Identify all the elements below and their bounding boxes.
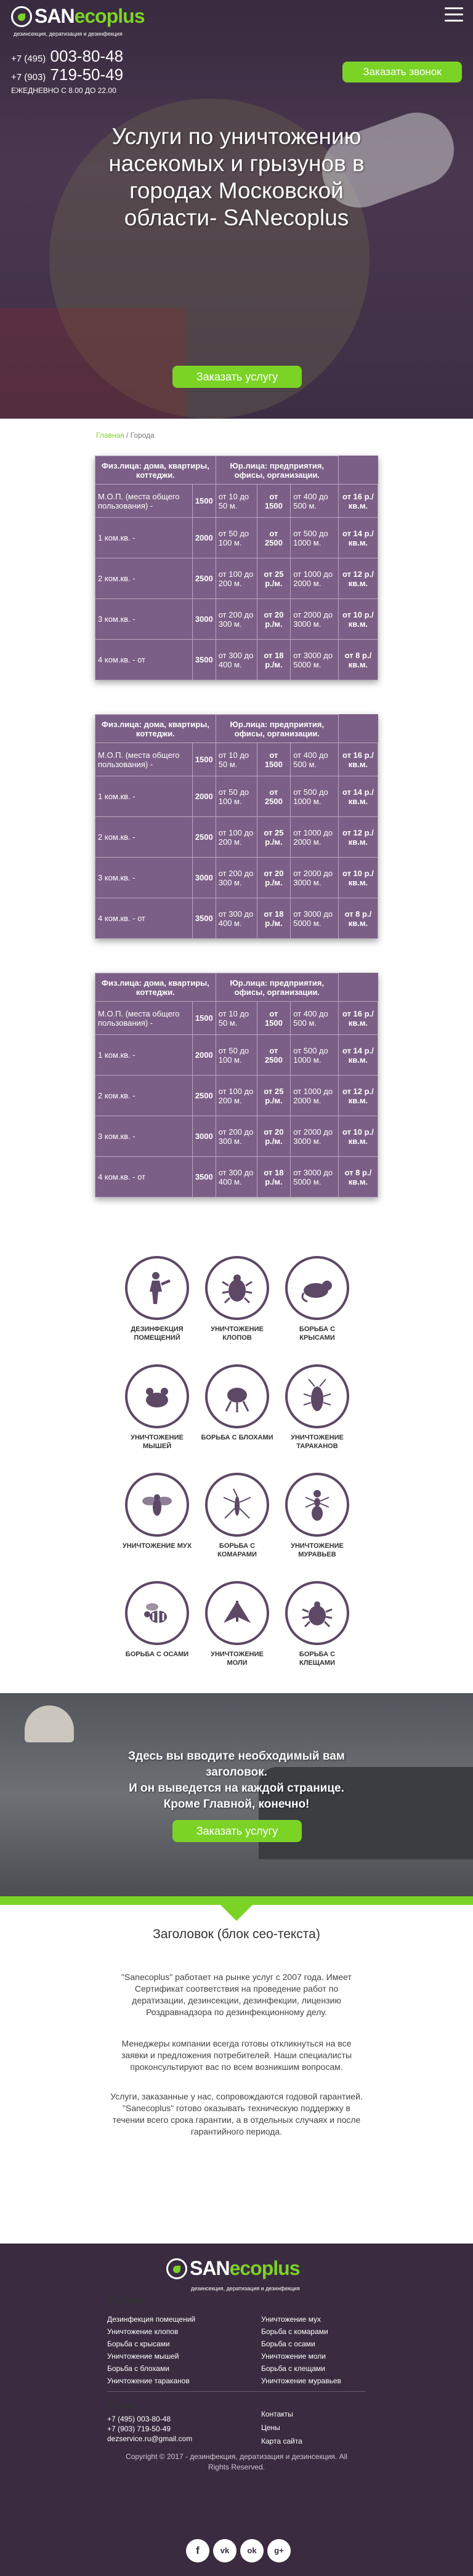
order-service-button[interactable]: Заказать услугу [172,366,302,388]
footer-link[interactable]: Борьба с комарами [261,2327,328,2336]
section-divider [0,1896,473,1905]
table-row: 1 ком.кв. - 2000 от 50 до 100 м. от 2500 от 500 до 1000 м. от 14 р./кв.м. [95,1035,378,1076]
promo-banner [0,1693,473,1896]
service-ticks[interactable]: БОРЬБА С КЛЕЩАМИ [277,1581,357,1689]
table-row: 3 ком.кв. - 3000 от 200 до 300 м. от 20 р./м. от 2000 до 3000 м. от 10 р./кв.м. [95,858,378,898]
ant-icon [299,1486,336,1523]
footer-logo[interactable]: SANecoplus [166,2257,299,2280]
service-mosquitoes[interactable]: БОРЬБА С КОМАРАМИ [197,1473,277,1581]
table-row: М.О.П. (места общего пользования) - 1500 от 10 до 50 м. от 1500 от 400 до 500 м. от 16 р./кв.м. [95,1002,378,1035]
rat-icon [299,1270,336,1306]
promo-order-button[interactable]: Заказать услугу [172,1820,302,1842]
footer-link-contacts[interactable]: Контакты [261,2410,293,2418]
promo-heading: Здесь вы вводите необходимый вам заголовок. И он выведется на каждой странице. Кроме Главной, конечно! [128,1750,345,1811]
service-ants[interactable]: УНИЧТОЖЕНИЕ МУРАВЬЕВ [277,1473,357,1581]
footer-link[interactable]: Уничтожение клопов [107,2327,179,2336]
seo-title: Заголовок (блок сео-текста) [153,1927,320,1941]
table-row: 4 ком.кв. - от 3500 от 300 до 400 м. от 18 р./м. от 3000 до 5000 м. от 8 р./кв.м. [95,640,378,680]
table-head-individuals: Физ.лица: дома, квартиры, коттеджи. [95,715,216,743]
breadcrumb: Главная / Города [96,431,155,440]
menu-burger-icon[interactable] [445,7,463,23]
table-row: 2 ком.кв. - 2500 от 100 до 200 м. от 25 р./м. от 1000 до 2000 м. от 12 р./кв.м. [95,558,378,599]
table-row: М.О.П. (места общего пользования) - 1500 от 10 до 50 м. от 1500 от 400 до 500 м. от 16 р./кв.м. [95,743,378,776]
footer-link[interactable]: Дезинфекция помещений [107,2315,196,2324]
footer-link-sitemap[interactable]: Карта сайта [261,2437,302,2445]
services-grid [117,1256,357,1689]
footer-link[interactable]: Уничтожение муравьев [261,2377,341,2385]
footer-link[interactable]: Уничтожение моли [261,2352,326,2361]
table-row: 1 ком.кв. - 2000 от 50 до 100 м. от 2500 от 500 до 1000 м. от 14 р./кв.м. [95,518,378,558]
table-head-companies: Юр.лица: предприятия, офисы, организации. [216,456,338,485]
moth-icon [219,1595,256,1632]
hero-photo-furniture [0,308,185,419]
breadcrumb-home-link[interactable]: Главная [96,431,124,440]
bedbug-icon [219,1270,256,1306]
promo-photo-lamp [25,1705,74,1742]
phone-1[interactable]: +7 (495) 003-80-48 [11,47,124,65]
cockroach-icon [299,1378,336,1415]
service-cockroaches[interactable]: УНИЧТОЖЕНИЕ ТАРАКАНОВ [277,1364,357,1473]
table-row: 4 ком.кв. - от 3500 от 300 до 400 м. от 18 р./м. от 3000 до 5000 м. от 8 р./кв.м. [95,898,378,939]
logo[interactable] [11,5,144,28]
table-head-individuals: Физ.лица: дома, квартиры, коттеджи. [95,456,216,485]
hero-title: Услуги по уничтожению насекомых и грызунов в городах Московской области- SANecoplus [108,124,365,230]
service-wasps[interactable]: БОРЬБА С ОСАМИ [117,1581,197,1689]
seo-paragraph: Менеджеры компании всегда готовы откликнуться на все заявки и предложения потребителей. Наши специалисты проконсультируют вас по всем возникшим вопросам. [121,2039,352,2072]
hero-section [0,0,473,419]
footer-link[interactable]: Борьба с крысами [107,2340,170,2348]
service-bedbugs[interactable]: УНИЧТОЖЕНИЕ КЛОПОВ [197,1256,277,1364]
table-head-individuals: Физ.лица: дома, квартиры, коттеджи. [95,973,216,1002]
fly-icon [139,1486,176,1523]
footer-phone-1[interactable]: +7 (495) 003-80-48 [107,2415,171,2423]
table-row: 3 ком.кв. - 3000 от 200 до 300 м. от 20 р./м. от 2000 до 3000 м. от 10 р./кв.м. [95,599,378,640]
footer-services-title: Услуги [107,2294,144,2306]
footer-link[interactable]: Борьба с блохами [107,2364,169,2373]
service-flies[interactable]: УНИЧТОЖЕНИЕ МУХ [117,1473,197,1581]
flea-icon [219,1378,256,1415]
callback-button[interactable]: Заказать звонок [342,62,462,83]
service-disinfection[interactable]: ДЕЗИНФЕКЦИЯ ПОМЕЩЕНИЙ [117,1256,197,1364]
mouse-icon [139,1378,176,1415]
odnoklassniki-icon[interactable]: ok [240,2539,264,2562]
footer-link[interactable]: Уничтожение мух [261,2315,321,2324]
footer-link[interactable]: Борьба с клещами [261,2364,325,2373]
seo-paragraph: "Sanecoplus" работает на рынке услуг с 2007 года. Имеет Сертификат соответствия на проведение работ по дератизации, дезинсекции, дезинфекции, лицензию Роздравнадзора по дезинфекционному делу. [121,1972,352,2017]
service-fleas[interactable]: БОРЬБА С БЛОХАМИ [197,1364,277,1473]
price-table [95,456,378,680]
breadcrumb-current: Города [130,431,155,440]
table-row: 4 ком.кв. - от 3500 от 300 до 400 м. от 18 р./м. от 3000 до 5000 м. от 8 р./кв.м. [95,1157,378,1197]
table-row: 1 ком.кв. - 2000 от 50 до 100 м. от 2500 от 500 до 1000 м. от 14 р./кв.м. [95,776,378,817]
footer-divider [107,2391,366,2392]
footer-link[interactable]: Уничтожение тараканов [107,2377,190,2385]
service-moths[interactable]: УНИЧТОЖЕНИЕ МОЛИ [197,1581,277,1689]
seo-paragraph: Услуги, заказанные у нас, сопровождаются годовой гарантией. "Sanecoplus" готово оказывать техническую поддержку в течении всего срока гарантии, а в отдельных случаях и после гарантийного периода. [110,2091,363,2136]
price-table [95,973,378,1197]
table-row: 2 ком.кв. - 2500 от 100 до 200 м. от 25 р./м. от 1000 до 2000 м. от 12 р./кв.м. [95,1076,378,1116]
working-hours: ЕЖЕДНЕВНО С 8.00 ДО 22.00 [11,86,116,95]
footer-email[interactable]: dezservice.ru@gmail.com [107,2434,193,2443]
tick-icon [299,1595,336,1632]
footer-link-prices[interactable]: Цены [261,2423,280,2432]
google-plus-icon[interactable]: g+ [267,2539,291,2562]
logo-drop-icon [166,2258,187,2279]
table-row: М.О.П. (места общего пользования) - 1500 от 10 до 50 м. от 1500 от 400 до 500 м. от 16 р./кв.м. [95,485,378,518]
table-head-companies: Юр.лица: предприятия, офисы, организации. [216,973,338,1002]
footer-logo-subtitle: дезинсекция, дератизация и дезинфекция [191,2285,300,2292]
sprayer-man-icon [139,1270,176,1306]
footer-about-title: О нас [107,2399,138,2411]
service-mice[interactable]: УНИЧТОЖЕНИЕ МЫШЕЙ [117,1364,197,1473]
footer [0,2244,473,2576]
mosquito-icon [219,1486,256,1523]
service-rats[interactable]: БОРЬБА С КРЫСАМИ [277,1256,357,1364]
table-row: 3 ком.кв. - 3000 от 200 до 300 м. от 20 р./м. от 2000 до 3000 м. от 10 р./кв.м. [95,1116,378,1157]
table-head-companies: Юр.лица: предприятия, офисы, организации. [216,715,338,743]
footer-phone-2[interactable]: +7 (903) 719-50-49 [107,2425,171,2433]
wasp-icon [139,1595,176,1632]
footer-link[interactable]: Уничтожение мышей [107,2352,179,2361]
vk-icon[interactable]: vk [213,2539,236,2562]
footer-link[interactable]: Борьба с осами [261,2340,315,2348]
facebook-icon[interactable]: f [186,2539,209,2562]
logo-text: SANecoplus [34,5,145,27]
phone-2[interactable]: +7 (903) 719-50-49 [11,65,124,84]
logo-subtitle: дезинсекция, дератизация и дезинфекция [14,31,123,37]
table-row: 2 ком.кв. - 2500 от 100 до 200 м. от 25 р./м. от 1000 до 2000 м. от 12 р./кв.м. [95,817,378,858]
copyright: Copyright © 2017 - дезинфекция, дератизация и дезинсекция. All Rights Reserved. [126,2452,347,2471]
price-table [95,714,378,939]
divider-arrow-icon [220,1905,253,1921]
logo-drop-icon [11,6,32,27]
